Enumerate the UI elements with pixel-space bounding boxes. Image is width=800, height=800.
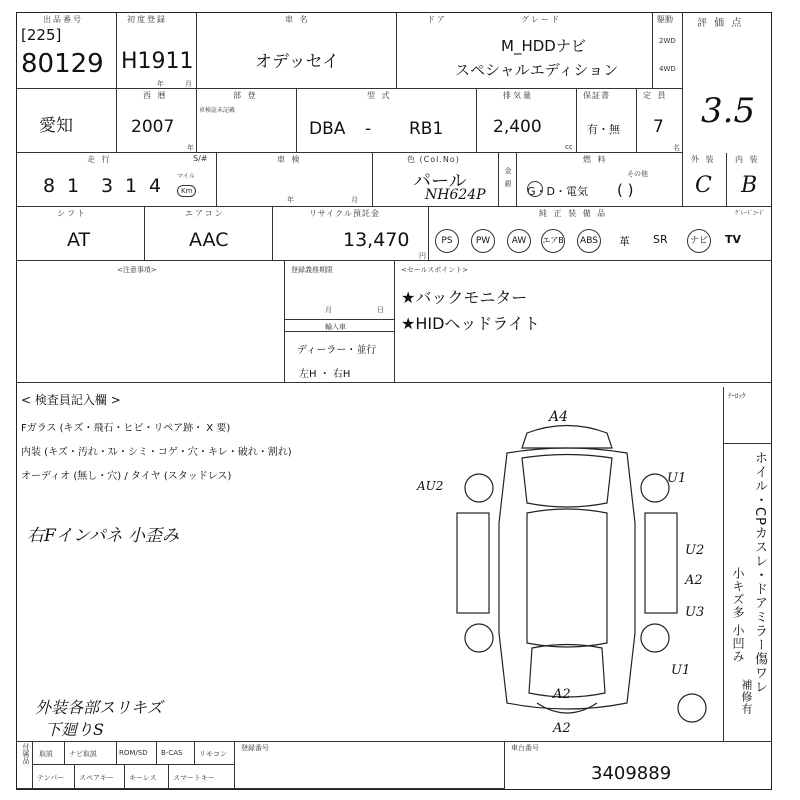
grade-line2: スペシャルエディション <box>455 61 619 79</box>
inspector-line-3: オーディオ (無し・穴) / タイヤ (スタッドレス) <box>21 471 232 482</box>
seats-unit: 名 <box>673 144 680 152</box>
notes-label: <注意事項> <box>117 266 157 274</box>
side-note-1: ホイル・CPカスレ・ドアミラー傷ワレ <box>752 451 767 694</box>
car-name-cell <box>197 13 397 89</box>
fuel-cell <box>517 153 683 207</box>
bottom-handwritten-1: 外装各部スリキズ <box>35 698 163 717</box>
model-cell <box>297 89 477 153</box>
sales-point-2: ★HIDヘッドライト <box>401 314 540 333</box>
side-label: ﾃｰﾛｯｸ <box>728 392 746 400</box>
lot-label: 出品番号 <box>43 15 83 24</box>
footer-label-cell <box>17 741 33 789</box>
first-reg-value: H1911 <box>121 49 194 74</box>
grade-label: グレード <box>521 15 561 24</box>
ac-value: AAC <box>189 229 229 251</box>
fuel-g-circle <box>527 181 543 197</box>
acc-temper: テンパー <box>37 774 65 782</box>
bottom-handwritten-2: 下廻りS <box>45 720 104 739</box>
diagram-roof <box>527 509 607 647</box>
fuel-other: その他 <box>627 170 648 178</box>
acc-keyless: キーレス <box>129 774 157 782</box>
ac-label: エアコン <box>185 209 225 218</box>
mileage-unit-top: マイル <box>177 173 195 180</box>
chassis-label: 車台番号 <box>511 744 539 752</box>
exterior-grade: C <box>695 173 712 198</box>
diagram-wheel-rl <box>465 624 493 652</box>
reg-no-cell <box>235 741 505 789</box>
shift-label: シフト <box>57 209 87 218</box>
acc-smart-key: スマートキー <box>173 774 215 782</box>
drive-cell <box>653 13 683 89</box>
lot-cell <box>17 13 117 89</box>
first-reg-month-unit: 月 <box>185 80 192 88</box>
car-name-label: 車 名 <box>285 15 310 24</box>
equipment-cell <box>429 207 771 261</box>
import-dealer: ディーラー・並行 <box>297 345 377 356</box>
first-reg-year-unit: 年 <box>157 80 164 88</box>
inspection-month: 月 <box>351 196 358 204</box>
warranty-cell <box>577 89 637 153</box>
year-unit: 年 <box>187 144 194 152</box>
drive-4wd: 4WD <box>659 65 676 73</box>
grade-line1: M_HDDナビ <box>501 37 586 55</box>
side-note-2: 小キズ多 小凹み <box>731 567 745 663</box>
seats-value: 7 <box>653 117 664 137</box>
equip-ps: PS <box>435 229 459 253</box>
mark-u2: U2 <box>685 543 705 558</box>
exterior-label: 外 装 <box>691 155 716 164</box>
inspector-area <box>17 383 771 742</box>
first-reg-label: 初度登録 <box>127 15 167 24</box>
side-note-3: 補修有 <box>740 679 753 715</box>
mileage-label: 走 行 <box>87 155 112 164</box>
drive-label: 駆動 <box>657 15 673 24</box>
diagram-hood <box>522 455 612 508</box>
inspector-label: < 検査員記入欄 > <box>21 393 121 407</box>
car-name: オデッセイ <box>255 52 340 72</box>
mileage-cell <box>17 153 217 207</box>
reg-day: 日 <box>377 306 384 314</box>
grade-code-label: ｸﾞﾚｰﾄﾞｺｰﾄﾞ <box>735 210 766 217</box>
diagram-wheel-fl <box>465 474 493 502</box>
diagram-rear-bumper <box>537 703 597 713</box>
score-value: 3.5 <box>701 91 756 131</box>
grade-cell <box>397 13 653 89</box>
diagram-left-side <box>457 513 489 613</box>
region-cell <box>17 89 117 153</box>
chassis-no: 3409889 <box>591 763 672 784</box>
inspection-label: 車 検 <box>277 155 302 164</box>
recycle-unit: 円 <box>419 252 426 260</box>
seats-cell <box>637 89 683 153</box>
recycle-value: 13,470 <box>343 229 410 251</box>
cc-unit: cc <box>565 143 573 151</box>
color-label: 色 (Col.No) <box>407 155 460 164</box>
year-label: 西 暦 <box>143 91 168 100</box>
equipment-label: 純 正 装 備 品 <box>539 209 608 218</box>
inspector-line-2: 内装 (キズ・汚れ・ｽﾚ・シミ・コゲ・穴・キレ・破れ・割れ) <box>21 447 292 458</box>
mark-a2-right: A2 <box>685 573 703 588</box>
inspector-line-1: Fガラス (キズ・飛石・ヒビ・リペア跡・ X 要) <box>21 423 231 434</box>
reg-cell <box>285 261 395 383</box>
mark-a4: A4 <box>549 409 569 425</box>
import-side: 左H ・ 右H <box>299 369 351 380</box>
model-label: 型 式 <box>367 91 392 100</box>
color-code: NH624P <box>425 187 486 203</box>
import-label: 輸入車 <box>325 323 346 331</box>
diagram-front-bumper <box>522 426 612 449</box>
color-side: 金銀 <box>504 167 512 193</box>
acc-rom: ROM/SD <box>119 749 148 757</box>
inspection-cell <box>217 153 373 207</box>
acc-bcas: B-CAS <box>161 749 183 757</box>
recycle-label: リサイクル預託金 <box>309 209 380 218</box>
interior-cell <box>727 153 771 207</box>
color-cell <box>373 153 499 207</box>
diagram-body <box>499 448 635 709</box>
dept-note: 車検証未記載 <box>199 107 236 114</box>
diagram-right-side <box>645 513 677 613</box>
mileage-digit-5: 4 <box>149 175 162 197</box>
drive-2wd: 2WD <box>659 37 676 45</box>
mileage-digit-2: 1 <box>67 175 80 197</box>
fuel-label: 燃 料 <box>583 155 608 164</box>
acc-navi-manual: ナビ取説 <box>69 750 97 758</box>
notes-cell <box>17 261 285 383</box>
reg-month: 月 <box>325 306 332 314</box>
diagram-wheel-fr <box>641 474 669 502</box>
diagram-spare-wheel <box>678 694 706 722</box>
shift-value: AT <box>67 229 91 251</box>
dept-cell <box>197 89 297 153</box>
cc-label: 排気量 <box>503 91 533 100</box>
first-reg-cell <box>117 13 197 89</box>
model-dash: - <box>365 119 372 139</box>
interior-grade: B <box>741 173 758 198</box>
color-side-cell <box>499 153 517 207</box>
mark-a2-bottom: A2 <box>553 721 571 736</box>
score-label: 評 価 点 <box>697 18 744 29</box>
lot-number: 80129 <box>21 49 104 79</box>
equip-abs: ABS <box>577 229 601 253</box>
shift-cell <box>17 207 145 261</box>
inspection-year: 年 <box>287 196 294 204</box>
year-cell <box>117 89 197 153</box>
score-header <box>683 13 771 89</box>
mileage-digit-1: 8 <box>43 175 56 197</box>
equip-pw: PW <box>471 229 495 253</box>
chassis-cell <box>505 741 771 789</box>
mark-au2: AU2 <box>417 479 444 493</box>
sales-cell <box>395 261 771 383</box>
diagram-wheel-rr <box>641 624 669 652</box>
mark-a2-rear: A2 <box>553 687 571 702</box>
equip-aw: AW <box>507 229 531 253</box>
equip-navi: ナビ <box>687 229 711 253</box>
mileage-unit: Km <box>177 185 196 197</box>
acc-manual: 取説 <box>39 750 53 758</box>
lot-bracket: [225] <box>21 26 62 44</box>
footer-label: 付属品 <box>22 743 30 764</box>
door-label: ドア <box>427 15 447 24</box>
warranty-value: 有・無 <box>587 123 620 136</box>
equip-sr: SR <box>653 233 668 246</box>
sales-label: <セールスポイント> <box>401 266 469 274</box>
mark-u3: U3 <box>685 605 705 620</box>
interior-label: 内 装 <box>735 155 760 164</box>
sales-point-1: ★バックモニター <box>401 288 528 307</box>
acc-remote: リモコン <box>199 750 227 758</box>
equip-tv: TV <box>725 233 742 246</box>
recycle-cell <box>273 207 429 261</box>
cc-cell <box>477 89 577 153</box>
cc-value: 2,400 <box>493 117 542 137</box>
equip-leather: 革 <box>619 235 630 248</box>
mileage-digit-3: 3 <box>101 175 114 197</box>
year-value: 2007 <box>131 117 175 137</box>
exterior-cell <box>683 153 727 207</box>
auction-sheet <box>16 12 772 790</box>
side-column <box>723 387 772 741</box>
mark-u1-top: U1 <box>667 471 687 486</box>
sharp-label: S/# <box>193 154 208 163</box>
inspector-handwritten: 右Fインパネ 小歪み <box>27 526 180 546</box>
dept-label: 部 登 <box>233 91 258 100</box>
model-code: RB1 <box>409 119 444 139</box>
reg-label: 登録義務期限 <box>291 266 333 274</box>
model-prefix: DBA <box>309 119 346 139</box>
region: 愛知 <box>39 116 73 136</box>
fuel-paren: ( ) <box>617 181 634 199</box>
reg-no-label: 登録番号 <box>241 744 269 752</box>
mark-u1-bottom: U1 <box>671 663 691 678</box>
footer <box>17 741 771 789</box>
car-damage-diagram <box>407 403 727 733</box>
equip-airbag: エアB <box>541 229 565 253</box>
fuel-options: G・D・電気 <box>527 185 588 198</box>
acc-spare-key: スペアキー <box>79 774 114 782</box>
ac-cell <box>145 207 273 261</box>
seats-label: 定 員 <box>643 91 668 100</box>
warranty-label: 保証書 <box>583 91 610 100</box>
mileage-digit-4: 1 <box>125 175 138 197</box>
color-name: パール <box>413 171 467 192</box>
